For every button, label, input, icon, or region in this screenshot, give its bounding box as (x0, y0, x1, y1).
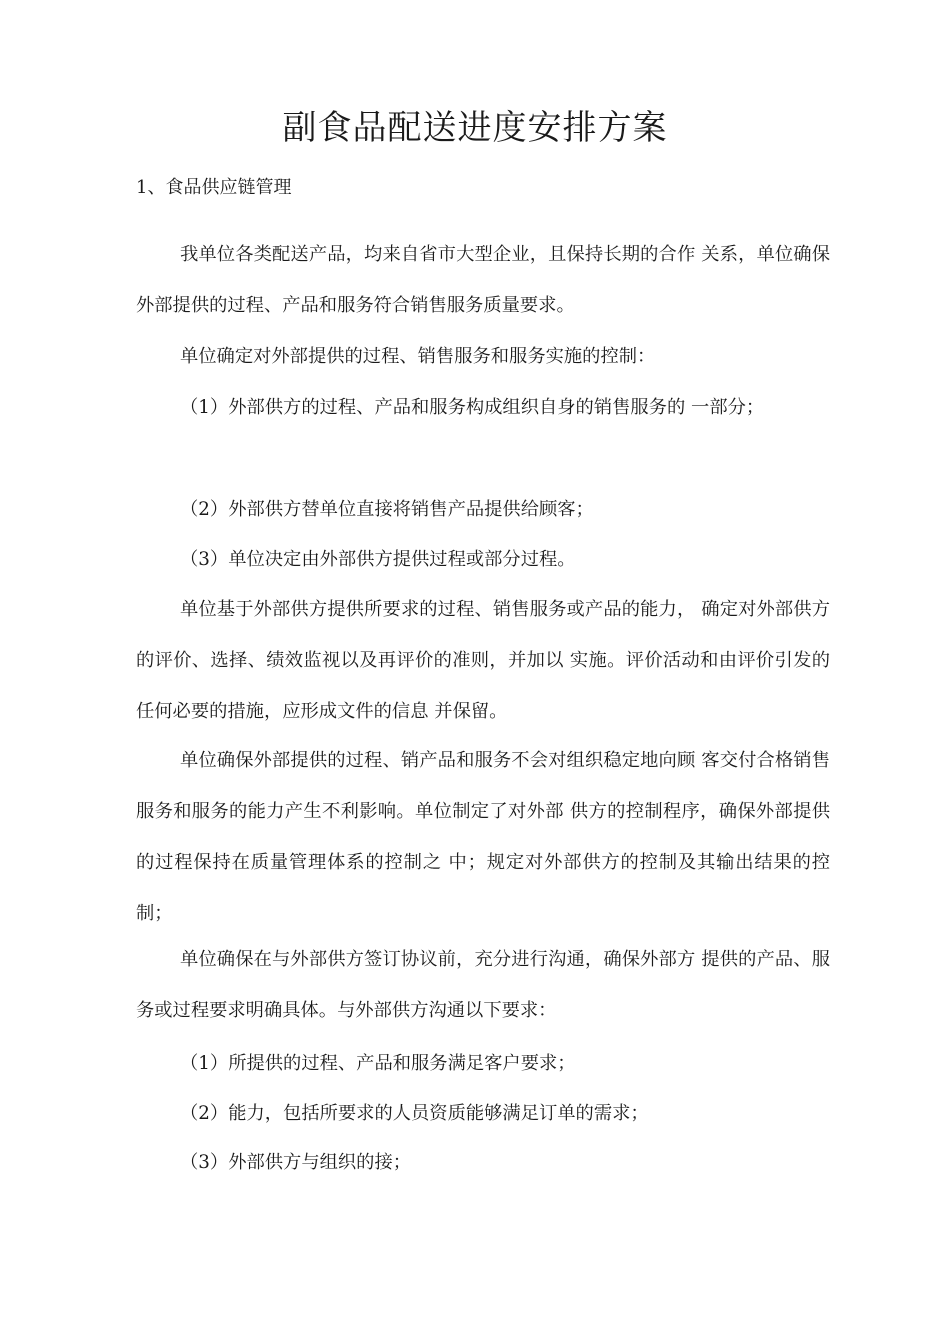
paragraph: 单位基于外部供方提供所要求的过程、销售服务或产品的能力， 确定对外部供方的评价、选择、绩效监视以及再评价的准则，并加以 实施。评价活动和由评价引发的任何必要的措施，应形成文件的信息 并保留。 (136, 599, 830, 722)
paragraph: 单位确定对外部提供的过程、销售服务和服务实施的控制： (180, 346, 656, 367)
list-item: （1）所提供的过程、产品和服务满足客户要求； (180, 1053, 576, 1074)
list-item: （2）能力，包括所要求的人员资质能够满足订单的需求； (180, 1103, 649, 1124)
paragraph: 单位确保在与外部供方签订协议前，充分进行沟通，确保外部方 提供的产品、服务或过程要求明确具体。与外部供方沟通以下要求： (136, 949, 830, 1021)
list-item: （1）外部供方的过程、产品和服务构成组织自身的销售服务的 一部分； (180, 397, 765, 418)
list-item: （2）外部供方替单位直接将销售产品提供给顾客； (180, 499, 594, 520)
paragraph: 我单位各类配送产品，均来自省市大型企业，且保持长期的合作 关系，单位确保外部提供的过程、产品和服务符合销售服务质量要求。 (136, 244, 830, 316)
paragraph: 单位确保外部提供的过程、销产品和服务不会对组织稳定地向顾 客交付合格销售服务和服务的能力产生不利影响。单位制定了对外部 供方的控制程序，确保外部提供的过程保持在质量管理体系的控制之 中；规定对外部供方的控制及其输出结果的控制； (136, 750, 830, 924)
section-heading: 1、食品供应链管理 (136, 177, 292, 198)
document-title: 副食品配送进度安排方案 (282, 108, 668, 148)
list-item: （3）外部供方与组织的接； (180, 1152, 412, 1173)
list-item: （3）单位决定由外部供方提供过程或部分过程。 (180, 549, 576, 570)
